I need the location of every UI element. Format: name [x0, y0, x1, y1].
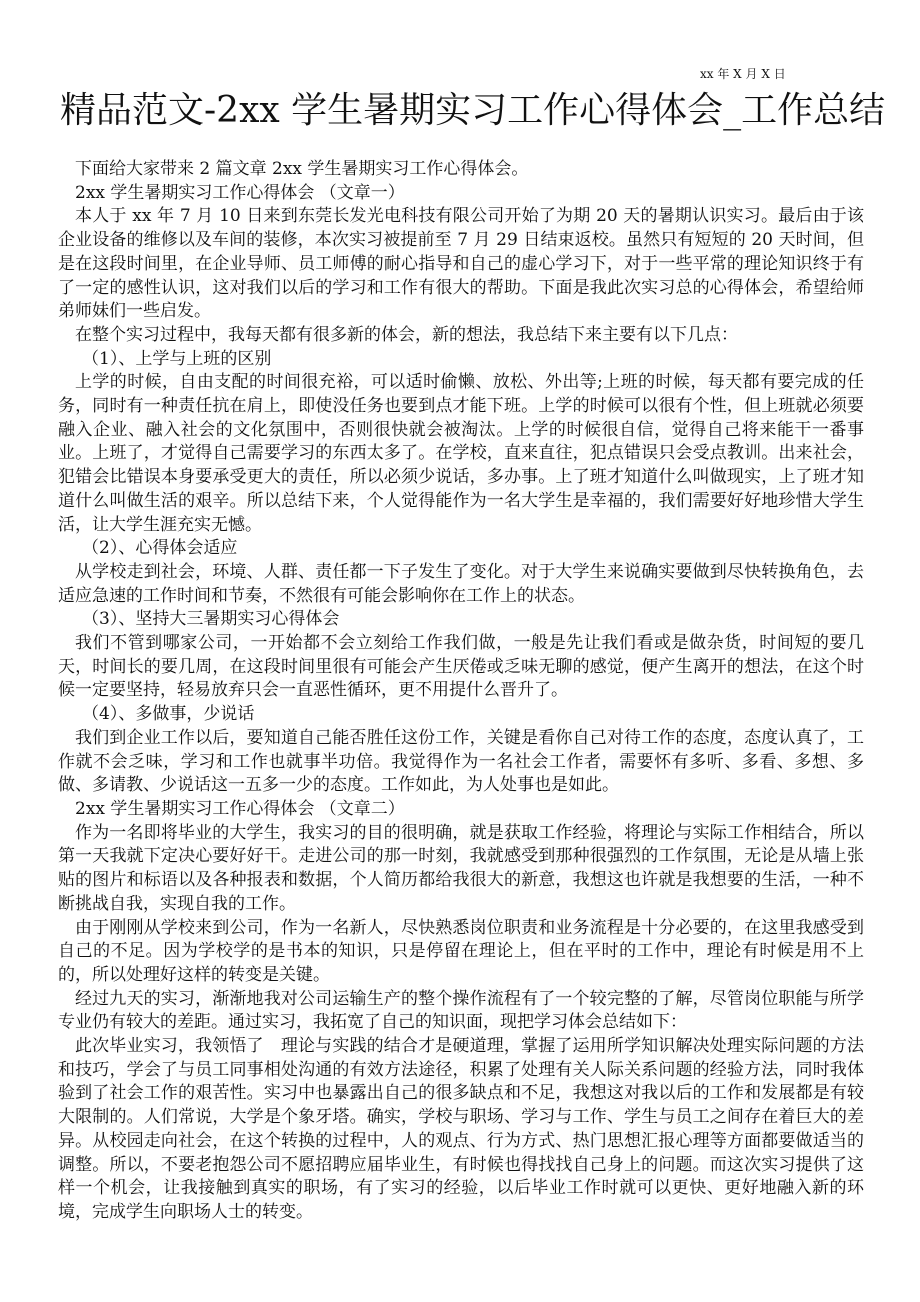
article-heading-2: 2xx 学生暑期实习工作心得体会 （文章二）	[75, 798, 405, 819]
paragraph: 本人于 xx 年 7 月 10 日来到东莞长发光电科技有限公司开始了为期 20 天的暑期认识实习。最后由于该企业设备的维修以及车间的装修，本次实习被提前至 7 月 29 日结束返校。虽然只有短短的 20 天时间，但是在这段时间里，在企业导师、员工师傅的耐心指导和自己的虚心学习下，对于一些平常的理论知识终于有了一定的感性认识，这对我们以后的学习和工作有很大的帮助。下面是我此次实习总的心得体会，希望给师弟师妹们一些启发。	[58, 206, 864, 322]
section-heading: （1）、上学与上班的区别	[82, 348, 272, 369]
document-date: xx 年 X 月 X 日	[700, 67, 786, 81]
paragraph: 上学的时候，自由支配的时间很充裕，可以适时偷懒、放松、外出等;上班的时候，每天都有要完成的任务，同时有一种责任抗在肩上，即使没任务也要到点才能下班。上学的时候可以很有个性，但上班就必须要融入企业、融入社会的文化氛围中，否则很快就会被淘汰。上学的时候很自信，觉得自己将来能干一番事业。上班了，才觉得自己需要学习的东西太多了。在学校，直来直往，犯点错误只会受点教训。出来社会，犯错会比错误本身要承受更大的责任，所以必须少说话，多办事。上了班才知道什么叫做现实，上了班才知道什么叫做生活的艰辛。所以总结下来，个人觉得能作为一名大学生是幸福的，我们需要好好地珍惜大学生活，让大学生涯充实无憾。	[58, 372, 864, 535]
section-heading: （4）、多做事，少说话	[82, 704, 255, 725]
section-heading: （3）、坚持大三暑期实习心得体会	[82, 609, 340, 630]
paragraph: 在整个实习过程中，我每天都有很多新的体会，新的想法，我总结下来主要有以下几点：	[75, 324, 738, 345]
paragraph: 由于刚刚从学校来到公司，作为一名新人，尽快熟悉岗位职责和业务流程是十分必要的，在这里我感受到自己的不足。因为学校学的是书本的知识，只是停留在理论上，但在平时的工作中，理论有时候是用不上的，所以处理好这样的转变是关键。	[58, 917, 864, 985]
paragraph: 作为一名即将毕业的大学生，我实习的目的很明确，就是获取工作经验，将理论与实际工作相结合，所以第一天我就下定决心要好好干。走进公司的那一时刻，我就感受到那种很强烈的工作氛围，无论是从墙上张贴的图片和标语以及各种报表和数据，个人简历都给我很大的新意，我想这也许就是我想要的生活，一种不断挑战自我，实现自我的工作。	[58, 822, 864, 914]
article-heading-1: 2xx 学生暑期实习工作心得体会 （文章一）	[75, 182, 405, 203]
paragraph: 此次毕业实习，我领悟了 理论与实践的结合才是硬道理，掌握了运用所学知识解决处理实际问题的方法和技巧，学会了与员工同事相处沟通的有效方法途径，积累了处理有关人际关系问题的经验方法，同时我体验到了社会工作的艰苦性。实习中也暴露出自己的很多缺点和不足，我想这对我以后的工作和发展都是有较大限制的。人们常说，大学是个象牙塔。确实，学校与职场、学习与工作、学生与员工之间存在着巨大的差异。从校园走向社会，在这个转换的过程中，人的观点、行为方式、热门思想汇报心理等方面都要做适当的调整。所以，不要老抱怨公司不愿招聘应届毕业生，有时候也得找找自己身上的问题。而这次实习提供了这样一个机会，让我接触到真实的职场，有了实习的经验，以后毕业工作时就可以更快、更好地融入新的环境，完成学生向职场人士的转变。	[58, 1036, 864, 1222]
document-body	[58, 158, 864, 1225]
paragraph: 从学校走到社会，环境、人群、责任都一下子发生了变化。对于大学生来说确实要做到尽快转换角色，去适应急速的工作时间和节奏，不然很有可能会影响你在工作上的状态。	[58, 561, 864, 606]
paragraph: 经过九天的实习，渐渐地我对公司运输生产的整个操作流程有了一个较完整的了解，尽管岗位职能与所学专业仍有较大的差距。通过实习，我拓宽了自己的知识面，现把学习体会总结如下：	[58, 988, 864, 1033]
page-title: 精品范文-2xx 学生暑期实习工作心得体会_工作总结	[60, 90, 886, 131]
paragraph: 我们到企业工作以后，要知道自己能否胜任这份工作，关键是看你自己对待工作的态度，态度认真了，工作就不会乏味，学习和工作也就事半功倍。我觉得作为一名社会工作者，需要怀有多听、多看、多想、多做、多请教、少说话这一五多一少的态度。工作如此，为人处事也是如此。	[58, 727, 864, 796]
section-heading: （2）、心得体会适应	[82, 538, 238, 559]
paragraph-intro: 下面给大家带来 2 篇文章 2xx 学生暑期实习工作心得体会。	[75, 159, 529, 179]
paragraph: 我们不管到哪家公司，一开始都不会立刻给工作我们做，一般是先让我们看或是做杂货，时间短的要几天，时间长的要几周，在这段时间里很有可能会产生厌倦或乏味无聊的感觉，便产生离开的想法，在这个时候一定要坚持，轻易放弃只会一直恶性循环，更不用提什么晋升了。	[58, 633, 864, 701]
